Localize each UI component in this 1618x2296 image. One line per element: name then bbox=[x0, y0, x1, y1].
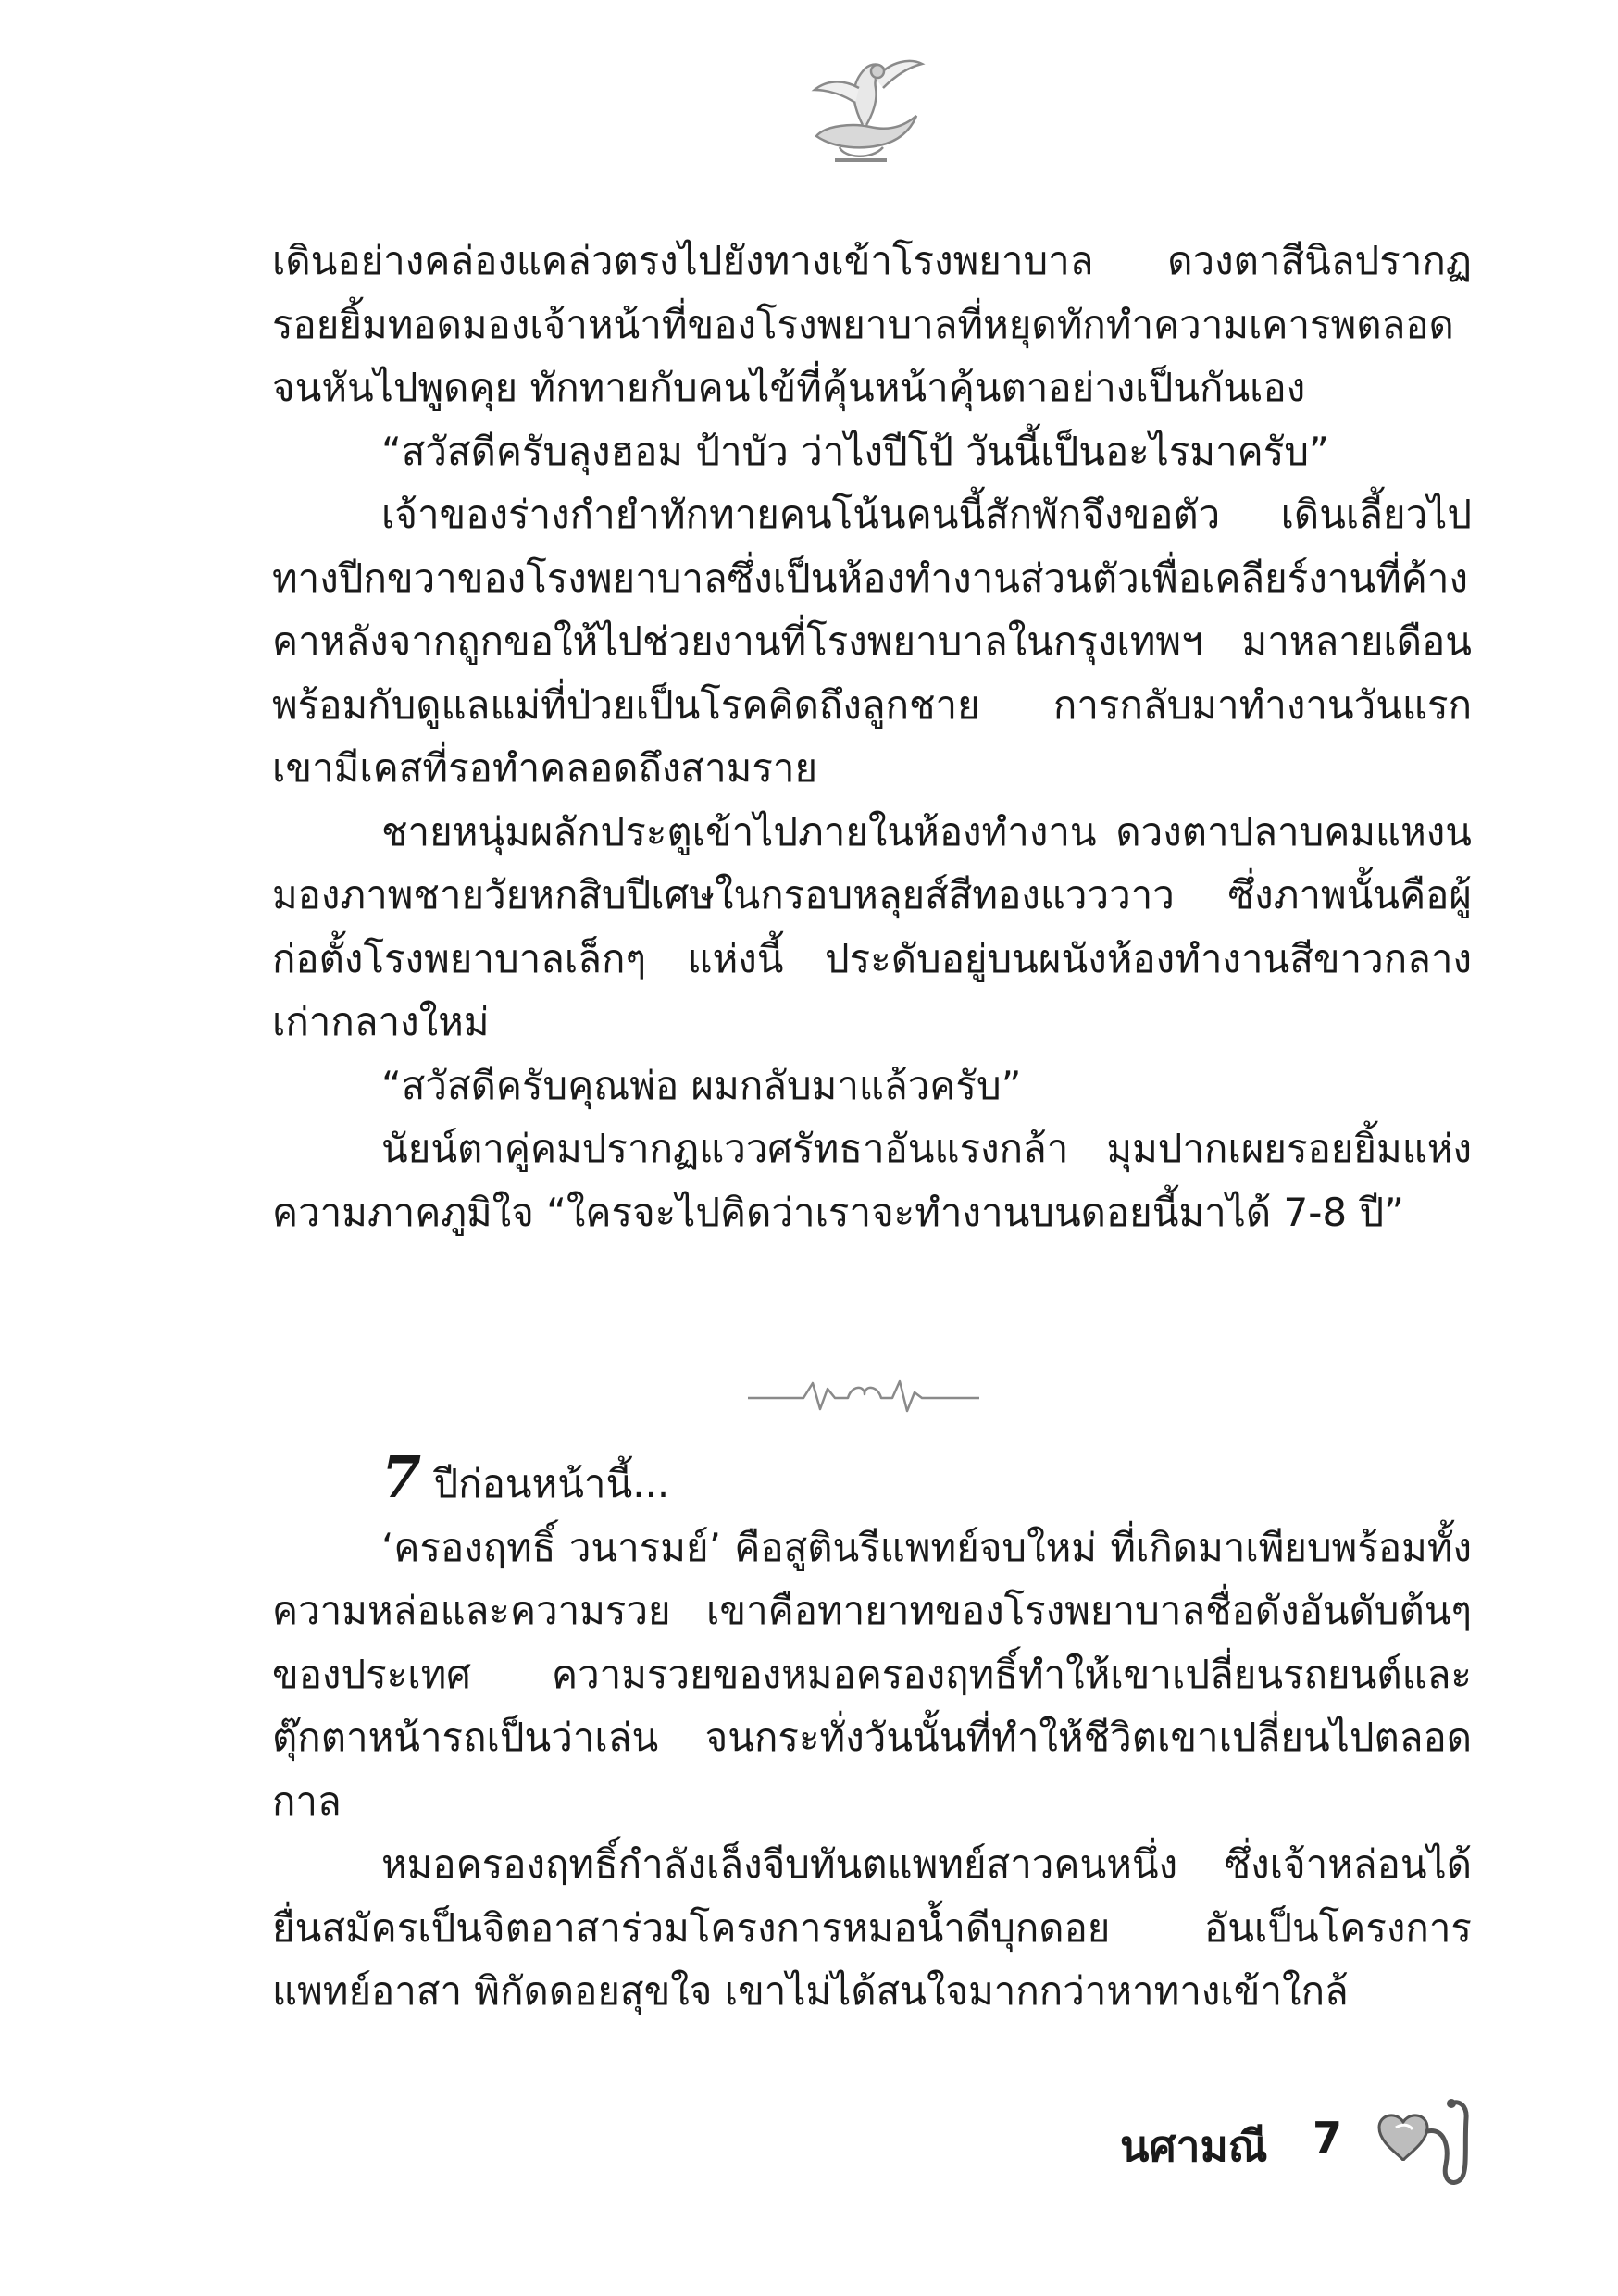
stethoscope-heart-icon bbox=[1361, 2090, 1481, 2192]
nurse-lamp-angel-icon bbox=[798, 51, 932, 171]
story-text-section-2 bbox=[272, 1443, 1472, 2024]
paragraph: เจ้าของร่างกำยำทักทายคนโน้นคนนี้สักพักจึงขอตัว เดินเลี้ยวไปทางปีกขวาของโรงพยาบาลซึ่งเป็นห้องทำงานส่วนตัวเพื่อเคลียร์งานที่ค้างคาหลังจากถูกขอให้ไปช่วยงานที่โรงพยาบาลในกรุงเทพฯ มาหลายเดือนพร้อมกับดูแลแม่ที่ป่วยเป็นโรคคิดถึงลูกชาย การกลับมาทำงานวันแรก เขามีเคสที่รอทำคลอดถึงสามราย bbox=[272, 492, 1472, 791]
chapter-number: 7 bbox=[381, 1443, 422, 1511]
page-number: 7 bbox=[1313, 2113, 1343, 2163]
chapter-heading-text: ปีก่อนหน้านี้... bbox=[421, 1461, 670, 1506]
paragraph: ชายหนุ่มผลักประตูเข้าไปภายในห้องทำงาน ดวงตาปลาบคมแหงนมองภาพชายวัยหกสิบปีเศษในกรอบหลุยส์สีทองแวววาว ซึ่งภาพนั้นคือผู้ก่อตั้งโรงพยาบาลเล็กๆ แห่งนี้ ประดับอยู่บนผนังห้องทำงานสีขาวกลางเก่ากลางใหม่ bbox=[272, 808, 1472, 1044]
paragraph: หมอครองฤทธิ์กำลังเล็งจีบทันตแพทย์สาวคนหนึ่ง ซึ่งเจ้าหล่อนได้ยื่นสมัครเป็นจิตอาสาร่วมโครงการหมอน้ำดีบุกดอย อันเป็นโครงการแพทย์อาสา พิกัดดอยสุขใจ เขาไม่ได้สนใจมากกว่าหาทางเข้าใกล้ bbox=[272, 1841, 1472, 2014]
paragraph: ‘ครองฤทธิ์ วนารมย์’ คือสูตินรีแพทย์จบใหม่ ที่เกิดมาเพียบพร้อมทั้งความหล่อและความรวย เขาคือทายาทของโรงพยาบาลชื่อดังอันดับต้นๆ ของประเทศ ความรวยของหมอครองฤทธิ์ทำให้เขาเปลี่ยนรถยนต์และตุ๊กตาหน้ารถเป็นว่าเล่น จนกระทั่งวันนั้นที่ทำให้ชีวิตเขาเปลี่ยนไปตลอดกาล bbox=[272, 1524, 1472, 1824]
dialogue-paragraph: “สวัสดีครับคุณพ่อ ผมกลับมาแล้วครับ” bbox=[381, 1062, 1022, 1108]
author-name: นศามณี bbox=[1120, 2121, 1268, 2171]
dialogue-paragraph: “สวัสดีครับลุงฮอม ป้าบัว ว่าไงปีโป้ วันนี้เป็นอะไรมาครับ” bbox=[381, 428, 1329, 474]
page-footer bbox=[1064, 2074, 1490, 2203]
heartbeat-line-icon bbox=[748, 1372, 979, 1418]
story-text-section-1 bbox=[272, 230, 1472, 1244]
paragraph: เดินอย่างคล่องแคล่วตรงไปยังทางเข้าโรงพยาบาล ดวงตาสีนิลปรากฏรอยยิ้มทอดมองเจ้าหน้าที่ของโรงพยาบาลที่หยุดทักทำความเคารพตลอดจนหันไปพูดคุย ทักทายกับคนไข้ที่คุ้นหน้าคุ้นตาอย่างเป็นกันเอง bbox=[272, 238, 1472, 410]
paragraph: นัยน์ตาคู่คมปรากฏแววศรัทธาอันแรงกล้า มุมปากเผยรอยยิ้มแห่งความภาคภูมิใจ “ใครจะไปคิดว่าเราจะทำงานบนดอยนี้มาได้ 7-8 ปี” bbox=[272, 1126, 1472, 1235]
chapter-heading bbox=[272, 1443, 1472, 1516]
